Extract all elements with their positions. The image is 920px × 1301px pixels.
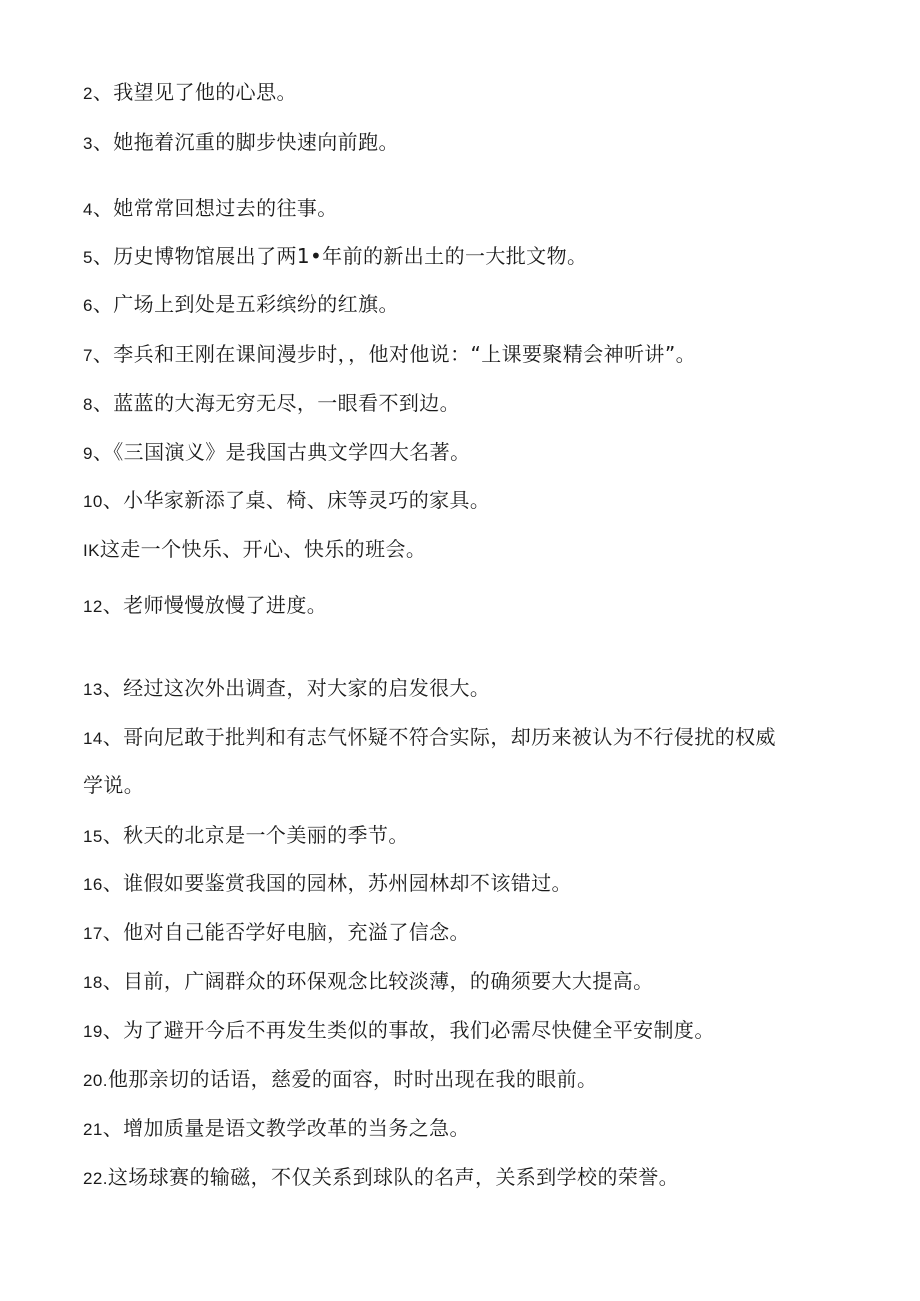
sentence-text: 秋天的北京是一个美丽的季节。 [123, 823, 409, 847]
sentence-line [83, 1115, 863, 1143]
sentence-line-continued [83, 772, 863, 800]
item-separator: 、 [102, 969, 124, 993]
item-number: 20. [83, 1071, 108, 1090]
sentence-text: 经过这次外出调查，对大家的启发很大。 [123, 676, 491, 700]
item-separator: 、 [92, 130, 114, 154]
item-separator: 、 [92, 342, 114, 366]
item-number: 17 [83, 924, 103, 943]
item-number: 7 [83, 346, 93, 365]
sentence-line [83, 341, 863, 369]
item-separator: 、 [92, 244, 114, 268]
item-number: 19 [83, 1022, 103, 1041]
item-separator: 、 [102, 676, 124, 700]
sentence-text: 《三国演义》是我国古典文学四大名著。 [113, 440, 471, 464]
item-number: 22. [83, 1169, 108, 1188]
sentence-line [83, 1164, 863, 1192]
sentence-text: 蓝蓝的大海无穷无尽，一眼看不到边。 [113, 391, 461, 415]
item-separator: 、 [102, 1018, 124, 1042]
sentence-text: 小华家新添了桌、椅、床等灵巧的家具。 [123, 488, 491, 512]
sentence-line [83, 724, 863, 752]
item-number: 4 [83, 200, 93, 219]
item-number: 12 [83, 597, 103, 616]
item-separator: 、 [102, 488, 124, 512]
sentence-line [83, 79, 863, 107]
item-separator: 、 [92, 440, 114, 464]
sentence-text: 广场上到处是五彩缤纷的红旗。 [113, 292, 399, 316]
sentence-text: 他对自己能否学好电脑，充溢了信念。 [123, 920, 470, 944]
item-separator: 、 [102, 1116, 124, 1140]
sentence-text: 老师慢慢放慢了进度。 [123, 593, 328, 617]
item-number: 15 [83, 827, 103, 846]
sentence-line [83, 919, 863, 947]
item-separator: 、 [102, 593, 124, 617]
sentence-line [83, 870, 863, 898]
sentence-line [83, 592, 863, 620]
sentence-text: 历史博物馆展出了两1•年前的新出土的一大批文物。 [113, 244, 588, 268]
sentence-line [83, 439, 863, 467]
sentence-line [83, 195, 863, 223]
sentence-line [83, 536, 863, 564]
sentence-text: 哥向尼敢于批判和有志气怀疑不符合实际，却历来被认为不行侵扰的权威 [123, 725, 776, 749]
item-separator: 、 [92, 80, 114, 104]
item-number: IK [83, 541, 100, 560]
sentence-text: 增加质量是语文教学改革的当务之急。 [123, 1116, 470, 1140]
sentence-text: 谁假如要鉴赏我国的园林，苏州园林却不该错过。 [123, 871, 572, 895]
sentence-text: 目前，广阔群众的环保观念比较淡薄，的确须要大大提高。 [123, 969, 654, 993]
sentence-text: 她拖着沉重的脚步快速向前跑。 [113, 130, 399, 154]
sentence-text: 这场球赛的输磁，不仅关系到球队的名声，关系到学校的荣誉。 [107, 1165, 680, 1189]
item-number: 16 [83, 875, 103, 894]
sentence-text: 这走一个快乐、开心、快乐的班会。 [99, 537, 427, 561]
sentence-text: 李兵和王刚在课间漫步时，，他对他说：“上课要聚精会神听讲”。 [113, 342, 696, 366]
item-number: 5 [83, 248, 93, 267]
sentence-line [83, 1066, 863, 1094]
item-separator: 、 [92, 391, 114, 415]
item-separator: 、 [102, 823, 124, 847]
sentence-line [83, 487, 863, 515]
sentence-text: 为了避开今后不再发生类似的事故，我们必需尽快健全平安制度。 [123, 1018, 715, 1042]
sentence-text: 她常常回想过去的往事。 [113, 196, 338, 220]
item-number: 2 [83, 84, 93, 103]
item-separator: 、 [102, 871, 124, 895]
sentence-line [83, 390, 863, 418]
item-separator: 、 [102, 725, 124, 749]
sentence-line [83, 243, 863, 271]
item-number: 14 [83, 729, 103, 748]
item-number: 3 [83, 134, 93, 153]
item-separator: 、 [102, 920, 124, 944]
item-number: 9 [83, 444, 93, 463]
sentence-line [83, 1017, 863, 1045]
item-number: 10 [83, 492, 103, 511]
item-number: 13 [83, 680, 103, 699]
sentence-line [83, 291, 863, 319]
sentence-line [83, 675, 863, 703]
sentence-line [83, 129, 863, 157]
sentence-line [83, 822, 863, 850]
item-separator: 、 [92, 292, 114, 316]
sentence-text: 我望见了他的心思。 [113, 80, 297, 104]
item-number: 8 [83, 395, 93, 414]
item-number: 21 [83, 1120, 103, 1139]
sentence-text: 他那亲切的话语，慈爱的面容，时时出现在我的眼前。 [107, 1067, 598, 1091]
sentence-line [83, 968, 863, 996]
sentence-text: 学说。 [83, 773, 145, 797]
item-separator: 、 [92, 196, 114, 220]
item-number: 18 [83, 973, 103, 992]
item-number: 6 [83, 296, 93, 315]
